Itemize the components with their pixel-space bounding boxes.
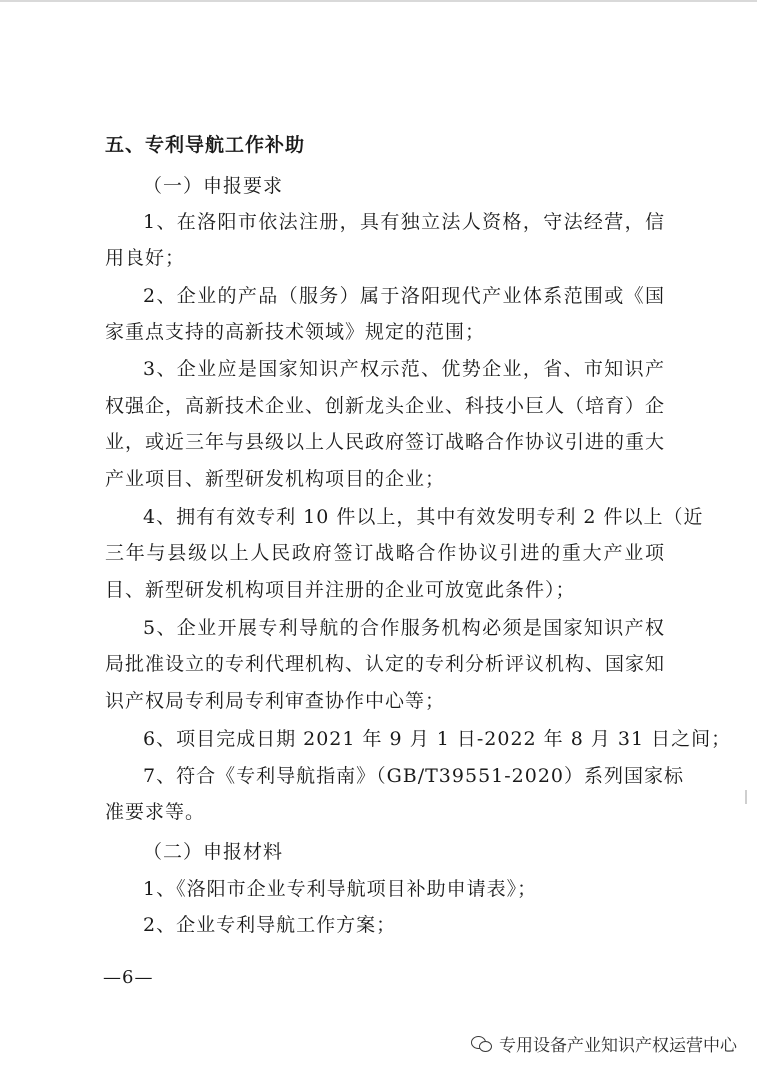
paragraph-line: 4、拥有有效专利 10 件以上，其中有效发明专利 2 件以上（近 [143, 506, 704, 528]
paragraph-line: 5、企业开展专利导航的合作服务机构必须是国家知识产权 [143, 617, 665, 639]
paragraph-line: 1、在洛阳市依法注册，具有独立法人资格，守法经营，信 [143, 211, 665, 233]
page-number: —6— [103, 967, 154, 988]
paragraph-line: 产业项目、新型研发机构项目的企业； [105, 468, 446, 490]
paragraph-line: 业，或近三年与县级以上人民政府签订战略合作协议引进的重大 [105, 431, 666, 453]
wechat-account-name: 专用设备产业知识产权运营中心 [499, 1036, 737, 1056]
paragraph-line: 用良好； [105, 247, 186, 269]
paragraph-line: 3、企业应是国家知识产权示范、优势企业，省、市知识产 [143, 358, 665, 380]
paragraph-line: 局批准设立的专利代理机构、认定的专利分析评议机构、国家知 [105, 653, 666, 675]
subsection-heading-requirements: （一）申报要求 [143, 175, 284, 197]
paragraph-line: 6、项目完成日期 2021 年 9 月 1 日-2022 年 8 月 31 日之间； [143, 728, 732, 750]
paragraph-line: 三年与县级以上人民政府签订战略合作协议引进的重大产业项 [105, 542, 665, 564]
paragraph-line: 目、新型研发机构项目并注册的企业可放宽此条件）； [105, 579, 576, 601]
materials-line: 2、企业专利导航工作方案； [143, 914, 397, 936]
section-heading: 五、专利导航工作补助 [105, 134, 306, 156]
paragraph-line: 准要求等。 [105, 801, 206, 823]
wechat-account-watermark [471, 1031, 737, 1056]
paragraph-line: 2、企业的产品（服务）属于洛阳现代产业体系范围或《国 [143, 285, 665, 307]
paragraph-line: 家重点支持的高新技术领域》规定的范围； [105, 321, 486, 343]
subsection-heading-materials: （二）申报材料 [143, 841, 284, 863]
paragraph-line: 7、符合《专利导航指南》（GB/T39551-2020）系列国家标 [143, 765, 685, 787]
wechat-icon [471, 1035, 493, 1053]
paragraph-line: 权强企，高新技术企业、创新龙头企业、科技小巨人（培育）企 [105, 395, 666, 417]
paragraph-line: 识产权局专利局专利审查协作中心等； [105, 690, 446, 712]
materials-line: 1、《洛阳市企业专利导航项目补助申请表》； [143, 878, 538, 900]
